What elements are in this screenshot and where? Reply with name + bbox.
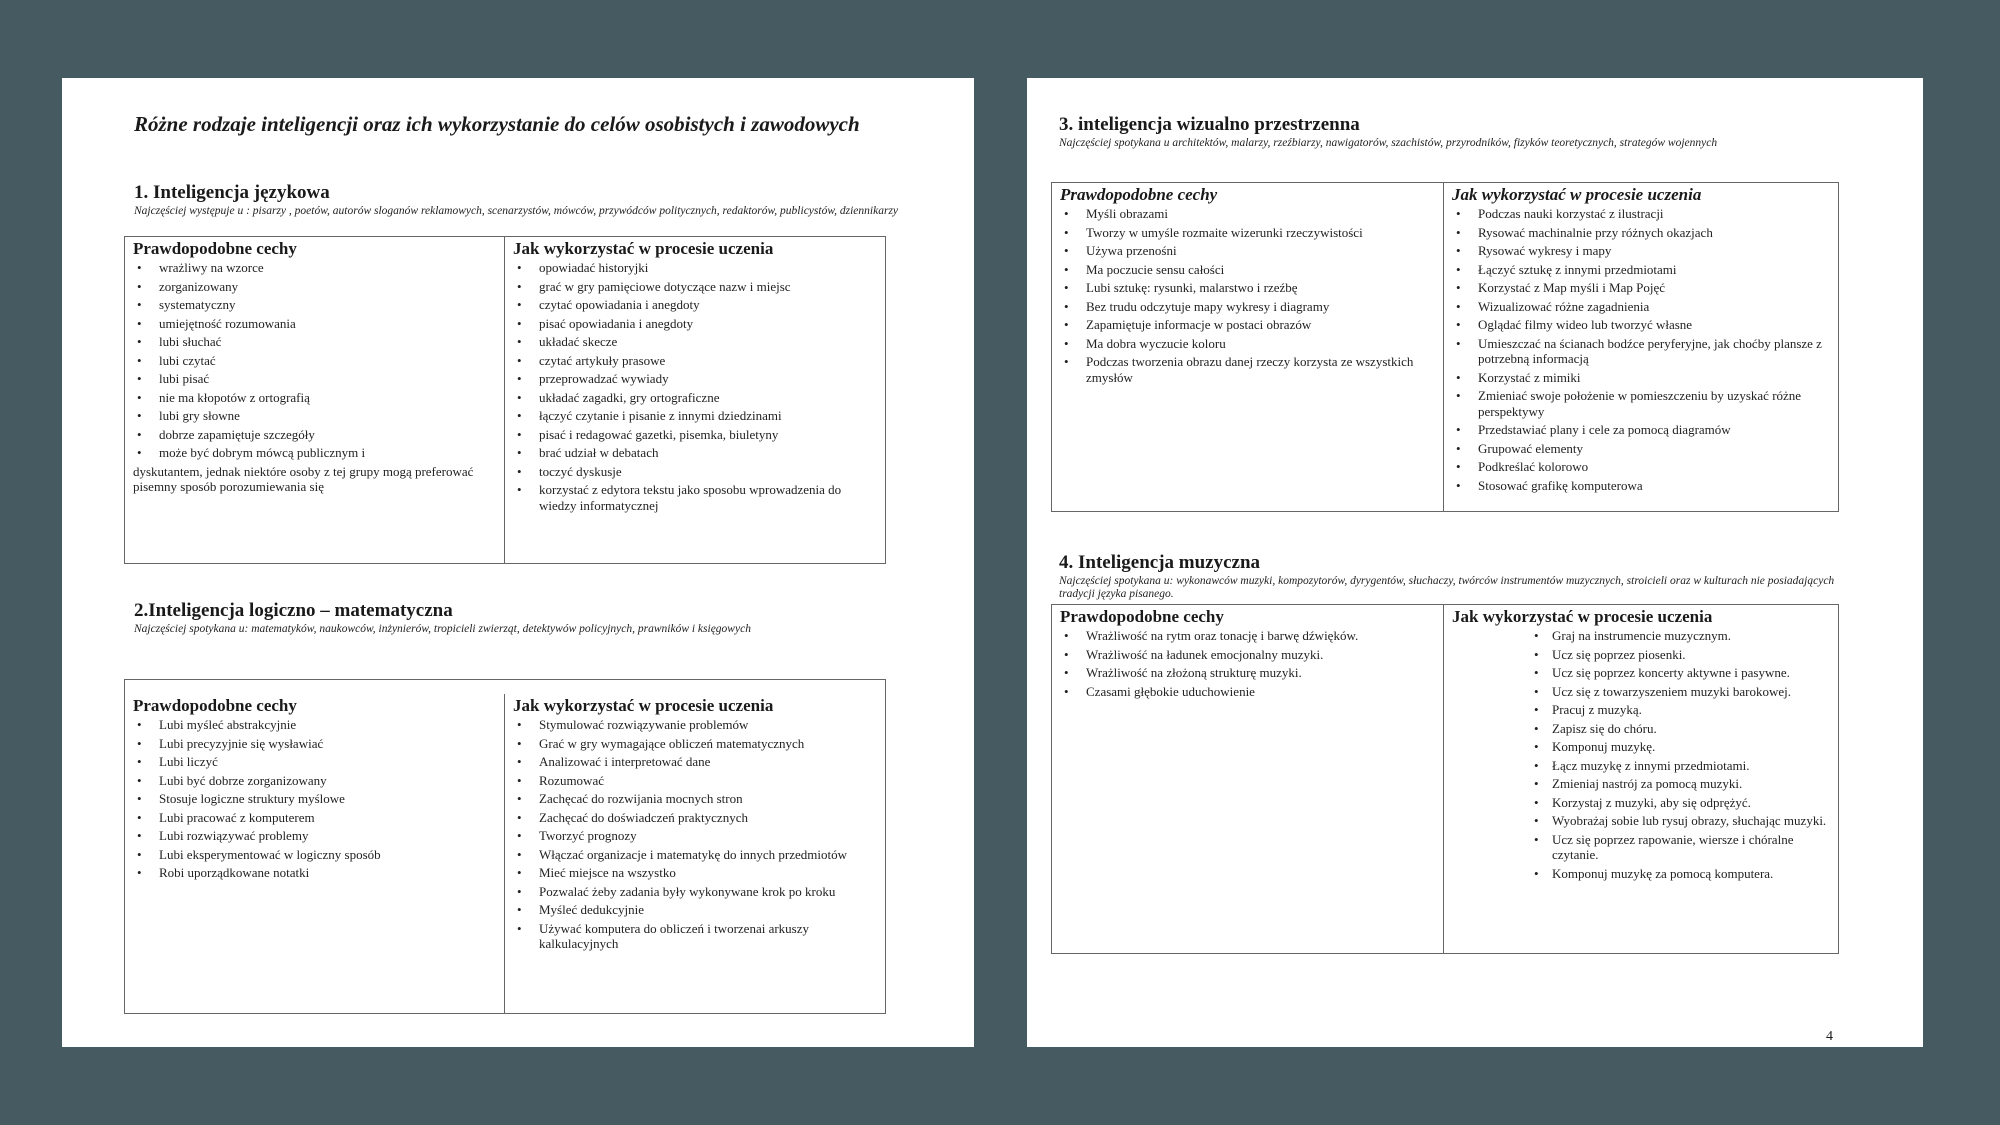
traits-list <box>133 717 496 881</box>
table-linguistic <box>124 236 886 564</box>
list-item: • Podczas tworzenia obrazu danej rzeczy korzysta ze wszystkich zmysłów <box>1060 354 1435 385</box>
list-item: • układać zagadki, gry ortograficzne <box>513 390 877 406</box>
traits-list <box>1060 628 1435 699</box>
list-item: • Ucz się poprzez koncerty aktywne i pasywne. <box>1452 665 1830 681</box>
section-subtitle: Najczęściej spotykana u architektów, malarzy, rzeźbiarzy, nawigatorów, szachistów, przyrodników, fizyków teoretycznych, strategów wojennych <box>1059 137 1718 149</box>
list-item: • Wrażliwość na ładunek emocjonalny muzyki. <box>1060 647 1435 663</box>
section-title: 2.Inteligencja logiczno – matematyczna <box>134 600 453 621</box>
list-item: • Ucz się poprzez rapowanie, wiersze i chóralne czytanie. <box>1452 832 1830 863</box>
list-item: • Łączyć sztukę z innymi przedmiotami <box>1452 262 1830 278</box>
list-item: • Zachęcać do rozwijania mocnych stron <box>513 791 877 807</box>
list-item: • Korzystać z Map myśli i Map Pojęć <box>1452 280 1830 296</box>
list-item: • korzystać z edytora tekstu jako sposobu wprowadzenia do wiedzy informatycznej <box>513 482 877 513</box>
list-item: • Przedstawiać plany i cele za pomocą diagramów <box>1452 422 1830 438</box>
column-learning <box>504 694 885 1013</box>
list-item: • brać udział w debatach <box>513 445 877 461</box>
list-item: • Łącz muzykę z innymi przedmiotami. <box>1452 758 1830 774</box>
learning-list <box>1452 206 1830 493</box>
list-item: • lubi słuchać <box>133 334 496 350</box>
list-item: • Podczas nauki korzystać z ilustracji <box>1452 206 1830 222</box>
list-item: • Bez trudu odczytuje mapy wykresy i diagramy <box>1060 299 1435 315</box>
list-item: • Tworzyć prognozy <box>513 828 877 844</box>
column-header: Jak wykorzystać w procesie uczenia <box>1452 185 1702 204</box>
list-item: • Ucz się z towarzyszeniem muzyki barokowej. <box>1452 684 1830 700</box>
list-item: • Ma poczucie sensu całości <box>1060 262 1435 278</box>
list-item: • Zmieniaj nastrój za pomocą muzyki. <box>1452 776 1830 792</box>
list-item: • Wizualizować różne zagadnienia <box>1452 299 1830 315</box>
list-item: • Rysować machinalnie przy różnych okazjach <box>1452 225 1830 241</box>
list-item: • lubi pisać <box>133 371 496 387</box>
column-traits <box>1052 183 1443 511</box>
list-item: • Lubi rozwiązywać problemy <box>133 828 496 844</box>
list-item: • czytać opowiadania i anegdoty <box>513 297 877 313</box>
column-header: Prawdopodobne cechy <box>1060 185 1218 204</box>
traits-list <box>1060 206 1435 385</box>
column-learning <box>1443 605 1838 953</box>
list-item: • opowiadać historyjki <box>513 260 877 276</box>
section-subtitle: Najczęściej spotykana u: matematyków, naukowców, inżynierów, tropicieli zwierząt, detektywów policyjnych, prawników i księgowych <box>134 623 751 635</box>
list-item: • czytać artykuły prasowe <box>513 353 877 369</box>
column-header: Prawdopodobne cechy <box>133 239 297 258</box>
list-item: • Analizować i interpretować dane <box>513 754 877 770</box>
section-subtitle: Najczęściej występuje u : pisarzy , poetów, autorów sloganów reklamowych, scenarzystów, mówców, przywódców politycznych, redaktorów, publicystów, dziennikarzy <box>134 205 899 217</box>
section-header-linguistic <box>134 182 954 218</box>
list-item: • układać skecze <box>513 334 877 350</box>
list-item: • nie ma kłopotów z ortografią <box>133 390 496 406</box>
list-item: • może być dobrym mówcą publicznym i <box>133 445 496 461</box>
section-title: 1. Inteligencja językowa <box>134 182 330 203</box>
list-item: • Korzystaj z muzyki, aby się odprężyć. <box>1452 795 1830 811</box>
list-item: • systematyczny <box>133 297 496 313</box>
list-item: • przeprowadzać wywiady <box>513 371 877 387</box>
list-item: • Używać komputera do obliczeń i tworzenai arkuszy kalkulacyjnych <box>513 921 877 952</box>
page-number: 4 <box>1826 1029 1833 1044</box>
list-item: • Komponuj muzykę. <box>1452 739 1830 755</box>
list-item: • Lubi sztukę: rysunki, malarstwo i rzeźbę <box>1060 280 1435 296</box>
list-item: • Pracuj z muzyką. <box>1452 702 1830 718</box>
column-header: Jak wykorzystać w procesie uczenia <box>1452 607 1713 626</box>
list-item: • toczyć dyskusje <box>513 464 877 480</box>
list-item: • dobrze zapamiętuje szczegóły <box>133 427 496 443</box>
list-item: • Zachęcać do doświadczeń praktycznych <box>513 810 877 826</box>
column-learning <box>1443 183 1838 511</box>
list-item: • Pozwalać żeby zadania były wykonywane krok po kroku <box>513 884 877 900</box>
column-header: Jak wykorzystać w procesie uczenia <box>513 696 774 715</box>
traits-list <box>133 260 496 461</box>
column-header: Prawdopodobne cechy <box>133 696 297 715</box>
list-item: • pisać opowiadania i anegdoty <box>513 316 877 332</box>
list-item: • Wrażliwość na rytm oraz tonację i barwę dźwięków. <box>1060 628 1435 644</box>
section-title: 3. inteligencja wizualno przestrzenna <box>1059 114 1360 135</box>
column-learning <box>504 237 885 563</box>
section-header-logical <box>134 600 954 636</box>
list-item: • Stosuje logiczne struktury myślowe <box>133 791 496 807</box>
list-item: • lubi czytać <box>133 353 496 369</box>
column-traits <box>125 694 504 1013</box>
list-item: • Stymulować rozwiązywanie problemów <box>513 717 877 733</box>
list-item: • Robi uporządkowane notatki <box>133 865 496 881</box>
learning-list <box>513 260 877 513</box>
table-logical <box>124 679 886 1014</box>
list-item: • Rozumować <box>513 773 877 789</box>
list-item: • Korzystać z mimiki <box>1452 370 1830 386</box>
list-item: • Komponuj muzykę za pomocą komputera. <box>1452 866 1830 882</box>
list-item: • Zapisz się do chóru. <box>1452 721 1830 737</box>
column-header: Jak wykorzystać w procesie uczenia <box>513 239 774 258</box>
table-musical <box>1051 604 1839 954</box>
list-item: • Ucz się poprzez piosenki. <box>1452 647 1830 663</box>
learning-list <box>1452 628 1830 881</box>
column-traits <box>1052 605 1443 953</box>
list-item: • Lubi liczyć <box>133 754 496 770</box>
list-item: • Myśleć dedukcyjnie <box>513 902 877 918</box>
table-visual <box>1051 182 1839 512</box>
list-item: • wrażliwy na wzorce <box>133 260 496 276</box>
list-item: • Zmieniać swoje położenie w pomieszczeniu by uzyskać różne perspektywy <box>1452 388 1830 419</box>
list-item: • Lubi eksperymentować w logiczny sposób <box>133 847 496 863</box>
list-item: • zorganizowany <box>133 279 496 295</box>
list-item: • Lubi pracować z komputerem <box>133 810 496 826</box>
list-item: • pisać i redagować gazetki, pisemka, biuletyny <box>513 427 877 443</box>
section-subtitle: Najczęściej spotykana u: wykonawców muzyki, kompozytorów, dyrygentów, słuchaczy, twórców instrumentów muzycznych, stroicieli oraz w kulturach nie posiadających tradycji języka pisanego. <box>1059 575 1835 600</box>
list-item: • Wrażliwość na złożoną strukturę muzyki. <box>1060 665 1435 681</box>
list-item: • łączyć czytanie i pisanie z innymi dziedzinami <box>513 408 877 424</box>
list-item: • Włączać organizacje i matematykę do innych przedmiotów <box>513 847 877 863</box>
section-header-musical <box>1059 552 1859 601</box>
column-traits <box>125 237 504 563</box>
document-page-left <box>62 78 974 1047</box>
list-item: • Grać w gry wymagające obliczeń matematycznych <box>513 736 877 752</box>
list-item: • Ma dobra wyczucie koloru <box>1060 336 1435 352</box>
list-item: • umiejętność rozumowania <box>133 316 496 332</box>
traits-note: dyskutantem, jednak niektóre osoby z tej grupy mogą preferować pisemny sposób porozumiewania się <box>133 463 474 494</box>
document-page-right <box>1027 78 1923 1047</box>
list-item: • Umieszczać na ścianach bodźce peryferyjne, jak choćby plansze z potrzebną informacją <box>1452 336 1830 367</box>
list-item: • Lubi precyzyjnie się wysławiać <box>133 736 496 752</box>
list-item: • grać w gry pamięciowe dotyczące nazw i miejsc <box>513 279 877 295</box>
list-item: • Wyobrażaj sobie lub rysuj obrazy, słuchając muzyki. <box>1452 813 1830 829</box>
list-item: • Lubi myśleć abstrakcyjnie <box>133 717 496 733</box>
list-item: • Stosować grafikę komputerowa <box>1452 478 1830 494</box>
list-item: • Używa przenośni <box>1060 243 1435 259</box>
list-item: • Tworzy w umyśle rozmaite wizerunki rzeczywistości <box>1060 225 1435 241</box>
section-title: 4. Inteligencja muzyczna <box>1059 552 1261 573</box>
list-item: • Graj na instrumencie muzycznym. <box>1452 628 1830 644</box>
document-title: Różne rodzaje inteligencji oraz ich wykorzystanie do celów osobistych i zawodowych <box>134 112 860 136</box>
section-header-visual <box>1059 114 1859 150</box>
list-item: • Mieć miejsce na wszystko <box>513 865 877 881</box>
list-item: • Lubi być dobrze zorganizowany <box>133 773 496 789</box>
list-item: • Zapamiętuje informacje w postaci obrazów <box>1060 317 1435 333</box>
list-item: • Czasami głębokie uduchowienie <box>1060 684 1435 700</box>
list-item: • lubi gry słowne <box>133 408 496 424</box>
list-item: • Grupować elementy <box>1452 441 1830 457</box>
list-item: • Oglądać filmy wideo lub tworzyć własne <box>1452 317 1830 333</box>
list-item: • Myśli obrazami <box>1060 206 1435 222</box>
list-item: • Podkreślać kolorowo <box>1452 459 1830 475</box>
list-item: • Rysować wykresy i mapy <box>1452 243 1830 259</box>
column-header: Prawdopodobne cechy <box>1060 607 1224 626</box>
learning-list <box>513 717 877 952</box>
